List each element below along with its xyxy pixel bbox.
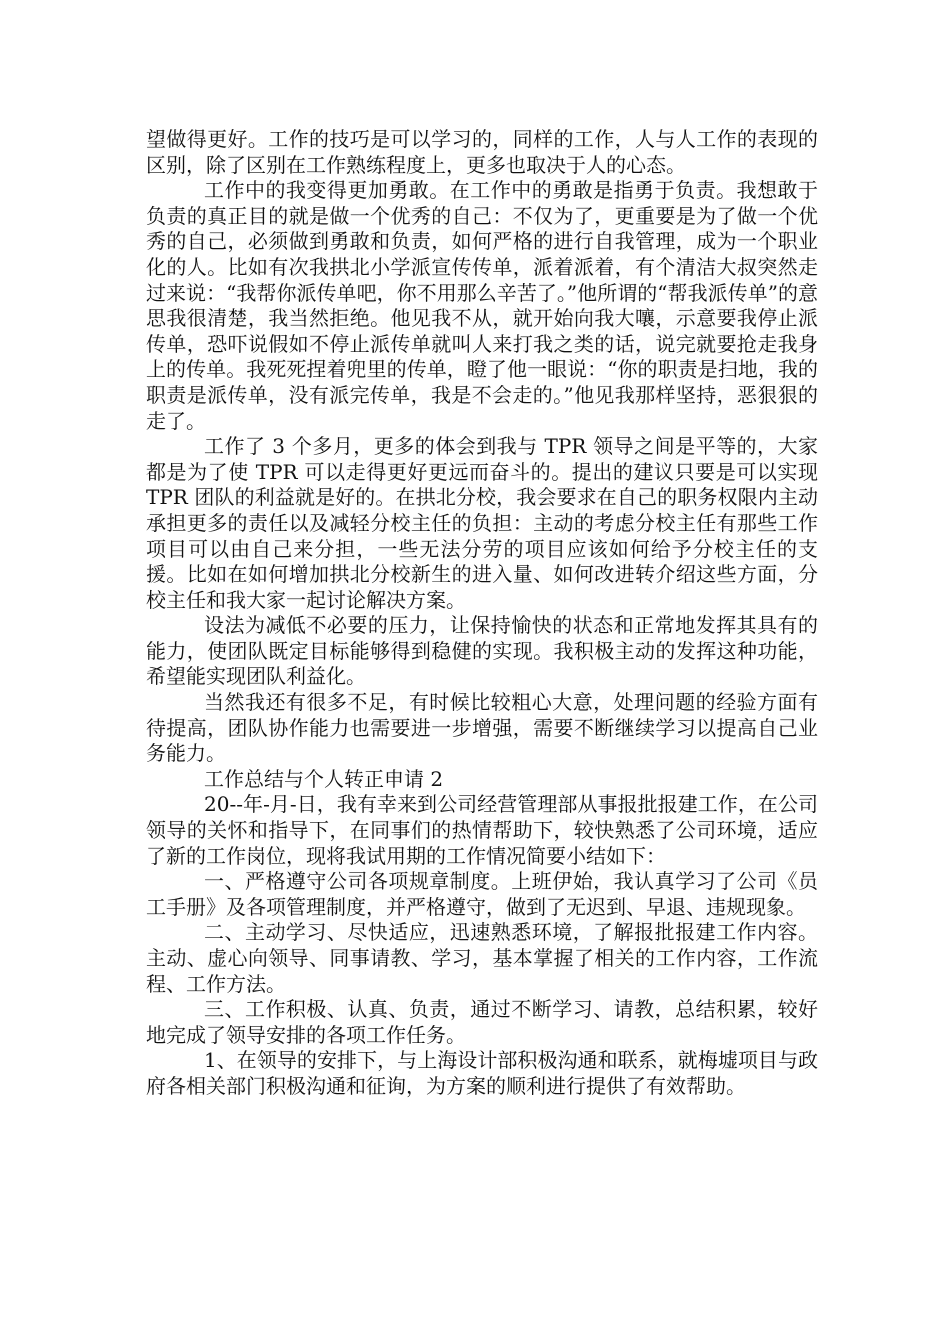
paragraph-3: 工作了 3 个多月，更多的体会到我与 TPR 领导之间是平等的，大家都是为了使 TPR 可以走得更好更远而奋斗的。提出的建议只要是可以实现 TPR 团队的利益就是好的。在拱北分校，我会要求在自己的职务权限内主动承担更多的责任以及减轻分校主任的负担：主动的考虑分校主任有那些工作项目可以由自己来分担，一些无法分劳的项目应该如何给予分校主任的支援。比如在如何增加拱北分校新生的进入量、如何改进转介绍这些方面，分校主任和我大家一起讨论解决方案。 <box>146 434 818 612</box>
document-body <box>146 127 818 1100</box>
paragraph-11: 1、在领导的安排下，与上海设计部积极沟通和联系，就梅墟项目与政府各相关部门积极沟通和征询，为方案的顺利进行提供了有效帮助。 <box>146 1048 818 1098</box>
paragraph-10: 三、工作积极、认真、负责，通过不断学习、请教，总结积累，较好地完成了领导安排的各项工作任务。 <box>146 997 818 1047</box>
paragraph-2: 工作中的我变得更加勇敢。在工作中的勇敢是指勇于负责。我想敢于负责的真正目的就是做一个优秀的自己：不仅为了，更重要是为了做一个优秀的自己，必须做到勇敢和负责，如何严格的进行自我管理，成为一个职业化的人。比如有次我拱北小学派宣传传单，派着派着，有个清洁大叔突然走过来说：“我帮你派传单吧，你不用那么辛苦了。”他所谓的“帮我派传单”的意思我很清楚，我当然拒绝。他见我不从，就开始向我大嚷，示意要我停止派传单，恐吓说假如不停止派传单就叫人来打我之类的话，说完就要抢走我身上的传单。我死死捏着兜里的传单，瞪了他一眼说：“你的职责是扫地，我的职责是派传单，没有派完传单，我是不会走的。”他见我那样坚持，恶狠狠的走了。 <box>146 178 818 433</box>
paragraph-5: 当然我还有很多不足，有时候比较粗心大意，处理问题的经验方面有待提高，团队协作能力也需要进一步增强，需要不断继续学习以提高自己业务能力。 <box>146 690 818 766</box>
paragraph-8: 一、严格遵守公司各项规章制度。上班伊始，我认真学习了公司《员工手册》及各项管理制度，并严格遵守，做到了无迟到、早退、违规现象。 <box>146 869 818 919</box>
paragraph-7: 20--年-月-日，我有幸来到公司经营管理部从事报批报建工作，在公司领导的关怀和指导下，在同事们的热情帮助下，较快熟悉了公司环境，适应了新的工作岗位，现将我试用期的工作情况简要小结如下： <box>146 792 818 868</box>
paragraph-9: 二、主动学习、尽快适应，迅速熟悉环境，了解报批报建工作内容。主动、虚心向领导、同事请教、学习，基本掌握了相关的工作内容，工作流程、工作方法。 <box>146 920 818 996</box>
paragraph-4: 设法为减低不必要的压力，让保持愉快的状态和正常地发挥其具有的能力，使团队既定目标能够得到稳健的实现。我积极主动的发挥这种功能，希望能实现团队利益化。 <box>146 613 818 689</box>
paragraph-1: 望做得更好。工作的技巧是可以学习的，同样的工作，人与人工作的表现的区别，除了区别在工作熟练程度上，更多也取决于人的心态。 <box>146 127 818 177</box>
section-heading: 工作总结与个人转正申请 2 <box>204 766 444 791</box>
